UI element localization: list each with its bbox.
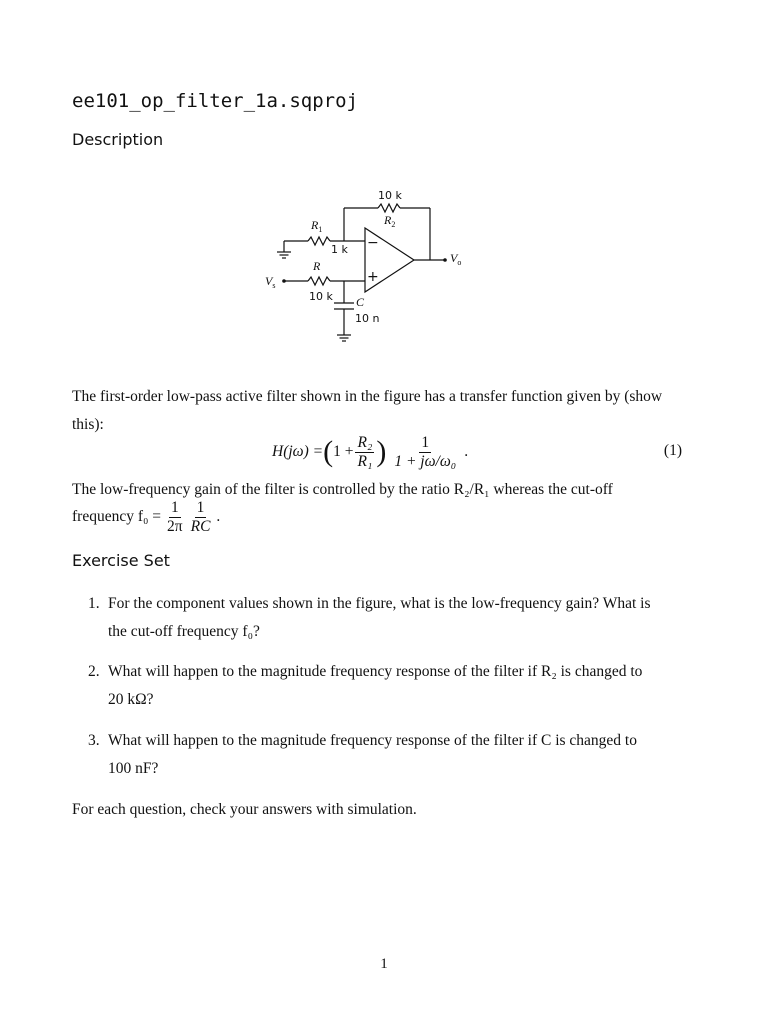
r2-label: $R_2$ bbox=[384, 213, 396, 229]
exercise-3-line-1: What will happen to the magnitude frequency response of the filter if C is changed to bbox=[108, 732, 637, 749]
closing-paragraph: For each question, check your answers with simulation. bbox=[72, 801, 417, 818]
minus-input-label: − bbox=[367, 235, 379, 251]
equation-number: (1) bbox=[663, 442, 682, 459]
pole-fraction: $\frac{1}{\text{1 + jω/ω₀}}$ bbox=[394, 434, 457, 470]
r-label: R bbox=[313, 259, 321, 273]
c-label: C bbox=[356, 295, 365, 309]
document-title: ee101_op_filter_1a.sqproj bbox=[72, 90, 358, 112]
exercise-set-heading: Exercise Set bbox=[72, 551, 170, 570]
r2-value-label: 10 k bbox=[378, 189, 402, 202]
intro-line-1: The first-order low-pass active filter shown in the figure has a transfer function given by (show bbox=[72, 388, 663, 405]
r-value-label: 10 k bbox=[309, 290, 333, 303]
vs-label: $V_s$ bbox=[265, 274, 276, 290]
gain-line-1: The low-frequency gain of the filter is controlled by the ratio R₂/R₁ whereas the cut-off bbox=[72, 481, 613, 498]
exercise-1-line-1: For the component values shown in the figure, what is the low-frequency gain? What is bbox=[108, 595, 651, 612]
cutoff-frequency-formula: frequency f₀ = $\frac{1}{2\pi}$ $\frac{1}{RC}$ . bbox=[72, 499, 221, 535]
equation-lhs: H(jω) = bbox=[272, 443, 324, 460]
rc-fraction: $\frac{1}{RC}$ bbox=[190, 499, 211, 535]
exercise-2-line-1: What will happen to the magnitude frequency response of the filter if R₂ is changed to bbox=[108, 663, 643, 680]
equation-one-plus: 1 + bbox=[333, 443, 354, 460]
page-number: 1 bbox=[380, 956, 388, 972]
exercise-2-number: 2. bbox=[88, 663, 100, 680]
exercise-2-line-2: 20 kΩ? bbox=[108, 691, 154, 708]
exercise-1-line-2: the cut-off frequency f₀? bbox=[108, 623, 260, 640]
description-heading: Description bbox=[72, 130, 164, 149]
two-pi-fraction: $\frac{1}{2\pi}$ bbox=[167, 499, 183, 535]
op-amp-filter-circuit bbox=[250, 180, 480, 350]
exercise-1-number: 1. bbox=[88, 595, 100, 612]
transfer-function-equation: H(jω) = ( 1 + $\frac{\text{R₂}}{\text{R₁}}$ ) $\frac{1}{\text{1 + jω/ω₀}}$ . bbox=[272, 434, 469, 470]
exercise-3-number: 3. bbox=[88, 732, 100, 749]
plus-input-label: + bbox=[367, 269, 379, 285]
vo-label: $V_o$ bbox=[450, 251, 462, 267]
gain-fraction: $\frac{\text{R₂}}{\text{R₁}}$ bbox=[357, 434, 373, 470]
r1-label: $R_1$ bbox=[311, 218, 323, 234]
intro-line-2: this): bbox=[72, 416, 104, 433]
exercise-3-line-2: 100 nF? bbox=[108, 760, 159, 777]
c-value-label: 10 n bbox=[355, 312, 380, 325]
r1-value-label: 1 k bbox=[331, 243, 348, 256]
